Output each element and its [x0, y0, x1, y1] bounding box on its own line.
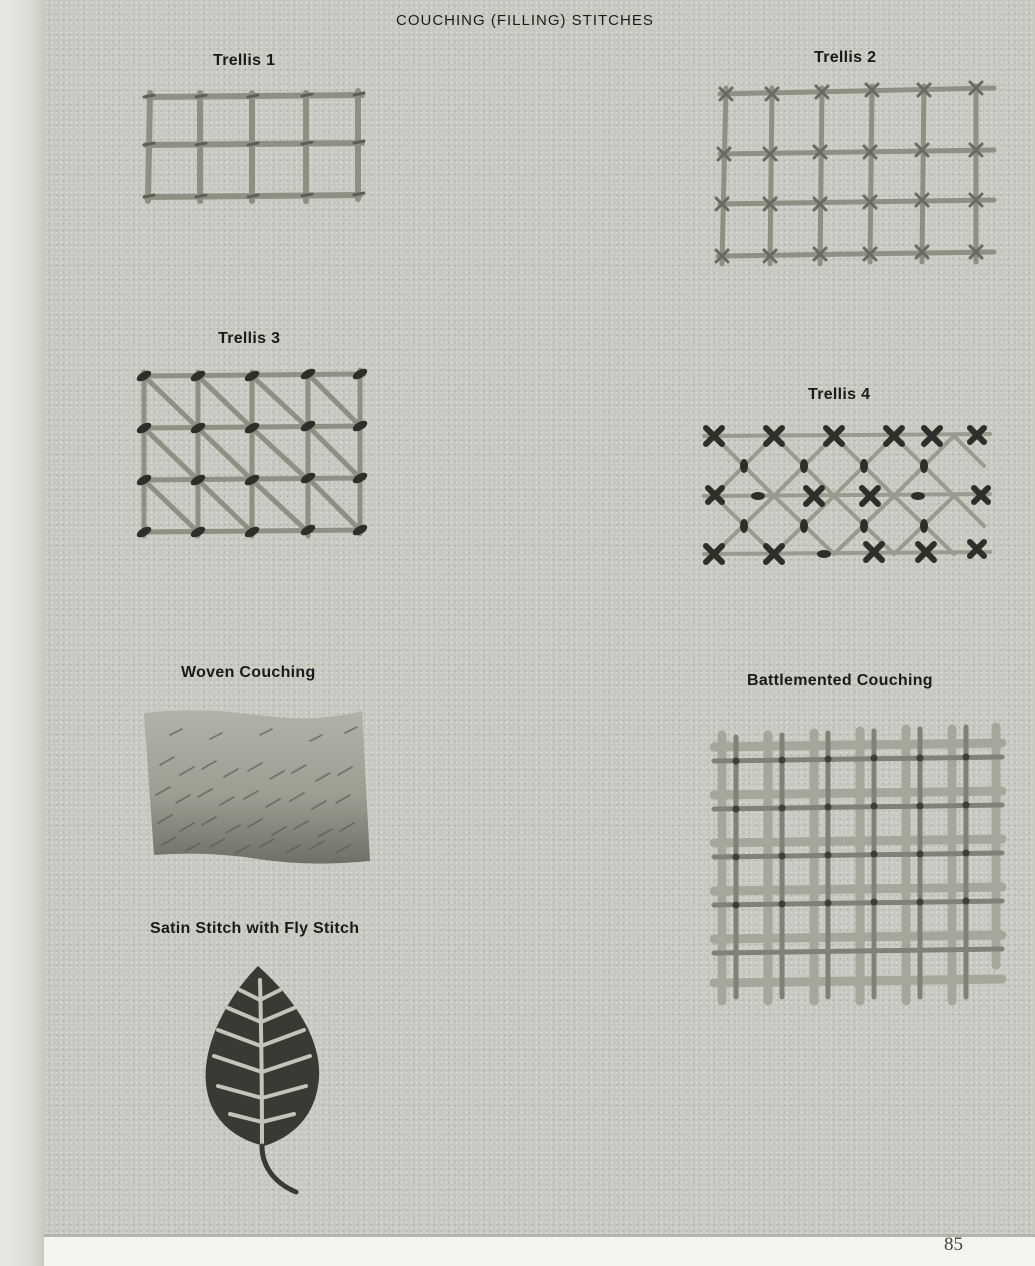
page-title: COUCHING (FILLING) STITCHES: [396, 12, 654, 29]
trellis-crossed-icon: [712, 80, 1002, 270]
trellis-grid-icon: [140, 85, 370, 210]
label-trellis-4: Trellis 4: [808, 386, 871, 403]
label-battlemented-couching: Battlemented Couching: [747, 672, 933, 689]
leaf-icon: [200, 960, 325, 1200]
woven-couching-icon: [140, 705, 375, 867]
label-trellis-3: Trellis 3: [218, 330, 281, 347]
label-trellis-1: Trellis 1: [213, 52, 276, 69]
trellis-lattice-icon: [698, 422, 998, 570]
label-woven-couching: Woven Couching: [181, 664, 316, 681]
plate-bottom-edge: [44, 1234, 1035, 1237]
page-number: 85: [944, 1234, 963, 1255]
trellis-diagonal-icon: [132, 362, 372, 547]
label-trellis-2: Trellis 2: [814, 49, 877, 66]
battlemented-couching-icon: [710, 715, 1008, 1010]
label-satin-fly-stitch: Satin Stitch with Fly Stitch: [150, 920, 360, 937]
book-spine-margin: [0, 0, 44, 1266]
